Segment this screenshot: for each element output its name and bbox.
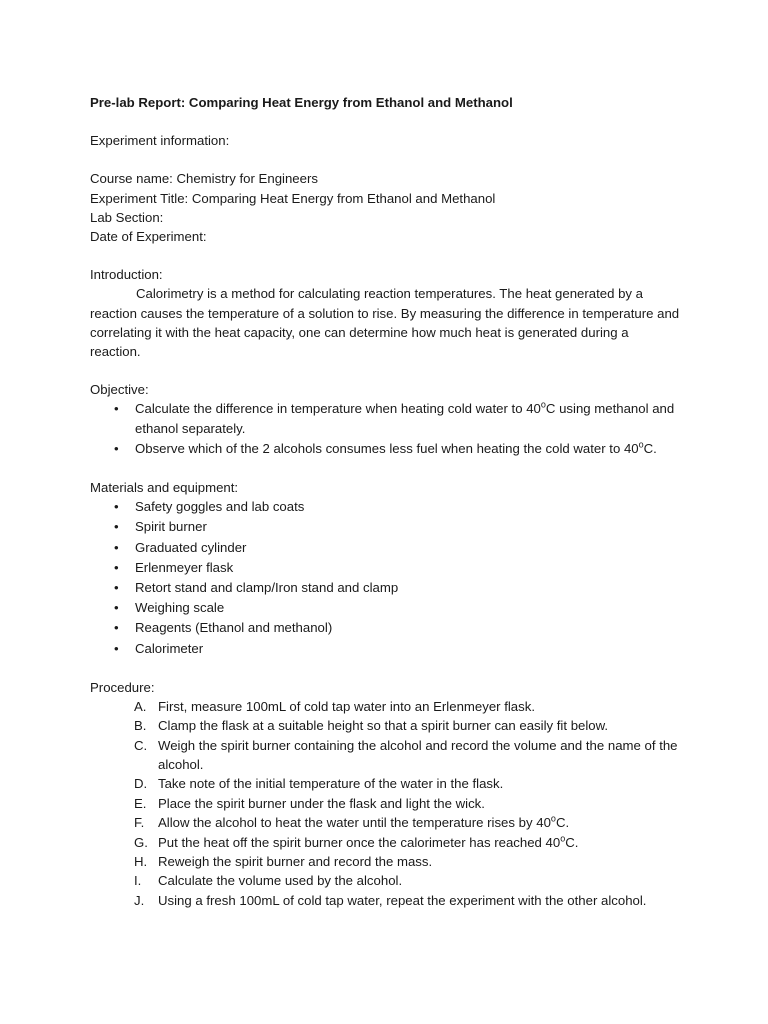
step-letter: E. [134,795,147,811]
procedure-list [90,697,690,910]
bullet-icon: • [114,600,119,616]
spacer [90,361,690,380]
experiment-info-heading: Experiment information: [90,133,230,149]
material-item [90,497,690,516]
material-label: Erlenmeyer flask [135,559,234,575]
material-label: Calorimeter [135,640,204,656]
materials-heading: Materials and equipment: [90,480,239,496]
procedure-heading: Procedure: [90,679,155,695]
procedure-step [90,736,690,774]
material-item [90,517,690,536]
bullet-icon: • [114,539,119,555]
date-of-experiment: Date of Experiment: [90,229,207,245]
step-letter: F. [134,815,145,831]
procedure-step [90,794,690,813]
step-text: Place the spirit burner under the flask and light the wick. [158,795,485,811]
material-label: Safety goggles and lab coats [135,499,305,515]
step-letter: H. [134,854,148,870]
material-item [90,578,690,597]
bullet-icon: • [114,620,119,636]
step-text-end: C. [565,834,579,850]
material-item [90,639,690,658]
procedure-step [90,852,690,871]
materials-list [90,497,690,658]
document-page [90,93,690,910]
material-label: Reagents (Ethanol and methanol) [135,620,333,636]
material-label: Graduated cylinder [135,539,247,555]
procedure-step [90,813,690,832]
step-text-end: C. [555,815,570,831]
degree-superscript: o [550,813,556,824]
spacer [90,246,690,265]
material-label: Retort stand and clamp/Iron stand and clamp [135,580,399,596]
course-name: Course name: Chemistry for Engineers [90,171,318,187]
procedure-step [90,716,690,735]
objective-heading: Objective: [90,382,149,398]
degree-superscript: o [638,439,644,450]
bullet-icon: • [114,519,119,535]
degree-superscript: o [540,400,546,411]
step-text: Reweigh the spirit burner and record the mass. [158,854,433,870]
material-item [90,538,690,557]
procedure-step [90,833,690,852]
bullet-icon: • [114,580,119,596]
procedure-step [90,774,690,793]
procedure-step [90,871,690,890]
bullet-icon: • [114,499,119,515]
objective-text: Observe which of the 2 alcohols consumes less fuel when heating the cold water to 40 [135,440,639,456]
step-letter: B. [134,718,147,734]
objective-text-end: C using methanol and ethanol separately. [135,401,675,436]
bullet-icon: • [114,440,119,456]
step-text: Take note of the initial temperature of the water in the flask. [158,776,504,792]
step-text: Calculate the volume used by the alcohol. [158,873,403,889]
spacer [90,112,690,131]
material-item [90,558,690,577]
spacer [90,150,690,169]
material-item [90,618,690,637]
bullet-icon: • [114,640,119,656]
step-text: First, measure 100mL of cold tap water into an Erlenmeyer flask. [158,699,535,715]
introduction-paragraph: Calorimetry is a method for calculating reaction temperatures. The heat generated by a reaction causes the temperature of a solution to rise. By measuring the difference in temperature and correlating it with the heat capacity, one can determine how much heat is generated during a reaction. [90,286,680,360]
objective-text-end: C. [643,440,657,456]
procedure-step [90,891,690,910]
step-letter: C. [134,737,148,753]
introduction-heading: Introduction: [90,267,163,283]
material-label: Weighing scale [135,600,225,616]
spacer [90,659,690,678]
degree-superscript: o [560,833,566,844]
document-title: Pre-lab Report: Comparing Heat Energy from Ethanol and Methanol [90,95,513,110]
step-letter: J. [134,892,145,908]
step-text: Using a fresh 100mL of cold tap water, repeat the experiment with the other alcohol. [158,892,647,908]
step-text: Weigh the spirit burner containing the alcohol and record the volume and the name of the alcohol. [158,737,678,773]
step-letter: A. [134,699,147,715]
objective-list [90,399,690,458]
step-letter: I. [134,873,142,889]
experiment-title: Experiment Title: Comparing Heat Energy from Ethanol and Methanol [90,190,496,206]
step-text: Put the heat off the spirit burner once the calorimeter has reached 40 [158,834,561,850]
material-item [90,598,690,617]
spacer [90,459,690,478]
material-label: Spirit burner [135,519,207,535]
step-text: Allow the alcohol to heat the water until the temperature rises by 40 [158,815,551,831]
step-text: Clamp the flask at a suitable height so that a spirit burner can easily fit below. [158,718,609,734]
objective-text: Calculate the difference in temperature when heating cold water to 40 [135,401,541,417]
bullet-icon: • [114,559,119,575]
bullet-icon: • [114,401,119,417]
step-letter: D. [134,776,148,792]
lab-section: Lab Section: [90,209,164,225]
step-letter: G. [134,834,148,850]
procedure-step [90,697,690,716]
objective-item [90,399,690,437]
objective-item [90,439,690,458]
